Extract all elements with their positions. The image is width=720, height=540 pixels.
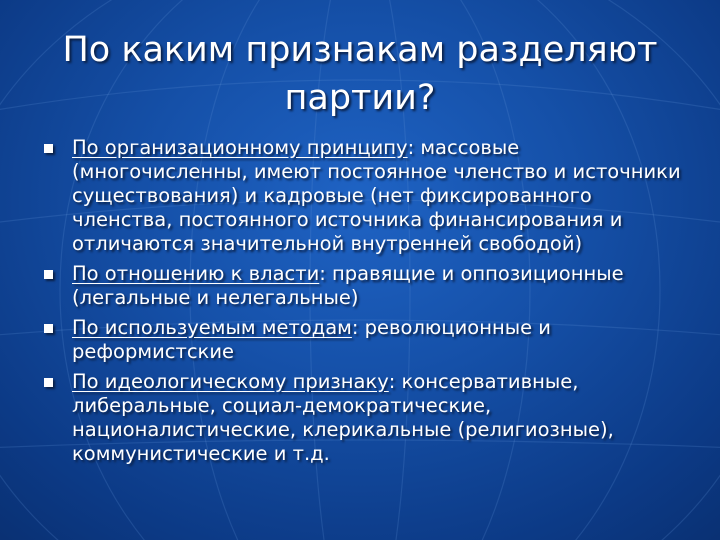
bullet-item-organizational bbox=[40, 136, 690, 256]
bullet-text: : революционные и реформистские bbox=[72, 316, 551, 363]
bullet-text: : правящие и оппозиционные (легальные и нелегальные) bbox=[72, 262, 624, 309]
square-bullet-icon bbox=[44, 378, 53, 387]
bullet-text: : массовые (многочисленны, имеют постоянное членство и источники существования) и кадровые (нет фиксированного членства, постоянного источника финансирования и отличаются значительной внутренней свободой) bbox=[72, 136, 681, 255]
bullet-item-ideology bbox=[40, 370, 690, 466]
bullet-heading: По используемым методам bbox=[72, 316, 352, 339]
slide-title: По каким признакам разделяют партии? bbox=[62, 30, 658, 118]
bullet-text: : консервативные, либеральные, социал-демократические, националистические, клерикальные (религиозные), коммунистические и т.д. bbox=[72, 370, 614, 465]
square-bullet-icon bbox=[44, 270, 53, 279]
bullet-item-power bbox=[40, 262, 690, 310]
square-bullet-icon bbox=[44, 324, 53, 333]
square-bullet-icon bbox=[44, 144, 53, 153]
bullet-item-methods bbox=[40, 316, 690, 364]
bullet-heading: По идеологическому признаку bbox=[72, 370, 389, 393]
bullet-list bbox=[40, 136, 690, 472]
bullet-heading: По отношению к власти bbox=[72, 262, 320, 285]
bullet-heading: По организационному принципу bbox=[72, 136, 408, 159]
